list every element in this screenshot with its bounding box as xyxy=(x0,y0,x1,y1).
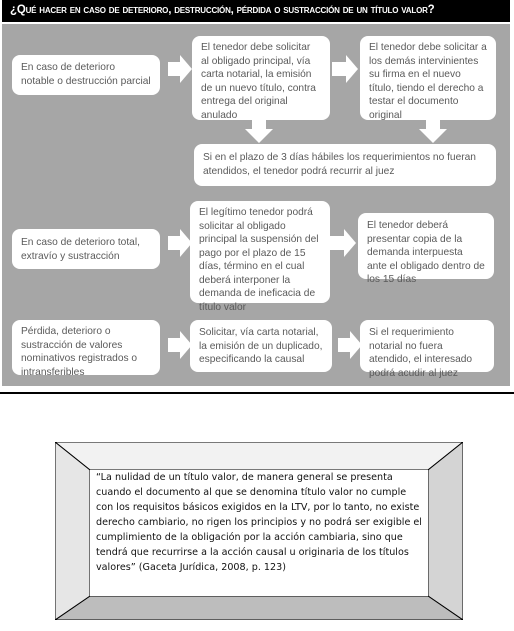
case-box-valores-nominativos xyxy=(12,320,160,378)
quote-citation: (Gaceta Jurídica, 2008, p. 123) xyxy=(138,562,286,573)
step-text: Solicitar, vía carta notarial, la emisión de un duplicado, especificando la causal xyxy=(199,327,323,365)
step-text: El tenedor debe solicitar a los demás intervinientes su firma en el nuevo título, tiendo el derecho a testar el documento original xyxy=(369,42,487,121)
arrow-r1-c xyxy=(245,120,273,143)
step-box-presentar-copia xyxy=(358,213,494,285)
step-text: El tenedor debe solicitar al obligado principal, vía carta notarial, la emisión de un nuevo título, contra entrega del original anulado xyxy=(201,42,316,121)
step-text: Si el requerimiento notarial no fuera atendido, el interesado podrá acudir al juez xyxy=(369,327,473,379)
arrow-r2-b xyxy=(330,229,356,257)
step-box-solicitar-intervinientes xyxy=(360,36,496,120)
step-box-recurrir-juez xyxy=(194,144,496,186)
step-text: Si en el plazo de 3 días hábiles los requerimientos no fueran atendidos, el tenedor podrá recurrir al juez xyxy=(203,152,476,177)
step-box-solicitar-obligado xyxy=(192,36,330,120)
arrow-r3-a xyxy=(168,331,192,359)
arrow-r3-b xyxy=(338,331,362,359)
case-text: Pérdida, deterioro o sustracción de valores nominativos registrados o intransferibles xyxy=(21,326,138,378)
quote-text: “La nulidad de un título valor, de manera general se presenta cuando el documento al que se denomina título valor no cumple con los requisitos básicos exigidos en la LTV, por lo tanto, no existe derecho cambiario, no rigen los principios y no podrá ser exigible el cumplimiento de la obligación por la acción cambiaria, sino que tendrá que recurrirse a la acción causal u originaria de los títulos valores” xyxy=(96,472,422,573)
step-box-acudir-juez xyxy=(360,320,494,379)
arrow-r1-d xyxy=(419,120,447,143)
step-text: El legítimo tenedor podrá solicitar al obligado principal la suspensión del pago por el plazo de 15 días, término en el cual deberá interponer la demanda de ineficacia de título valor xyxy=(199,207,319,313)
step-text: El tenedor deberá presentar copia de la demanda interpuesta ante el obligado dentro de los 15 días xyxy=(367,220,485,285)
case-text: En caso de deterioro total, extravío y sustracción xyxy=(21,237,140,262)
step-box-solicitar-duplicado xyxy=(190,320,332,372)
case-box-deterioro-notable xyxy=(12,55,160,95)
case-text: En caso de deterioro notable o destrucción parcial xyxy=(21,62,151,87)
case-box-deterioro-total xyxy=(12,229,160,269)
arrow-r1-b xyxy=(332,55,358,83)
separator-line xyxy=(0,392,514,394)
diagram-title: ¿Qué hacer en caso de deterioro, destrucción, pérdida o sustracción de un título valor? xyxy=(10,4,435,16)
arrow-r2-a xyxy=(168,229,192,257)
step-box-suspension-pago xyxy=(190,201,330,313)
arrow-r1-a xyxy=(168,55,192,83)
quote-box xyxy=(90,470,428,596)
